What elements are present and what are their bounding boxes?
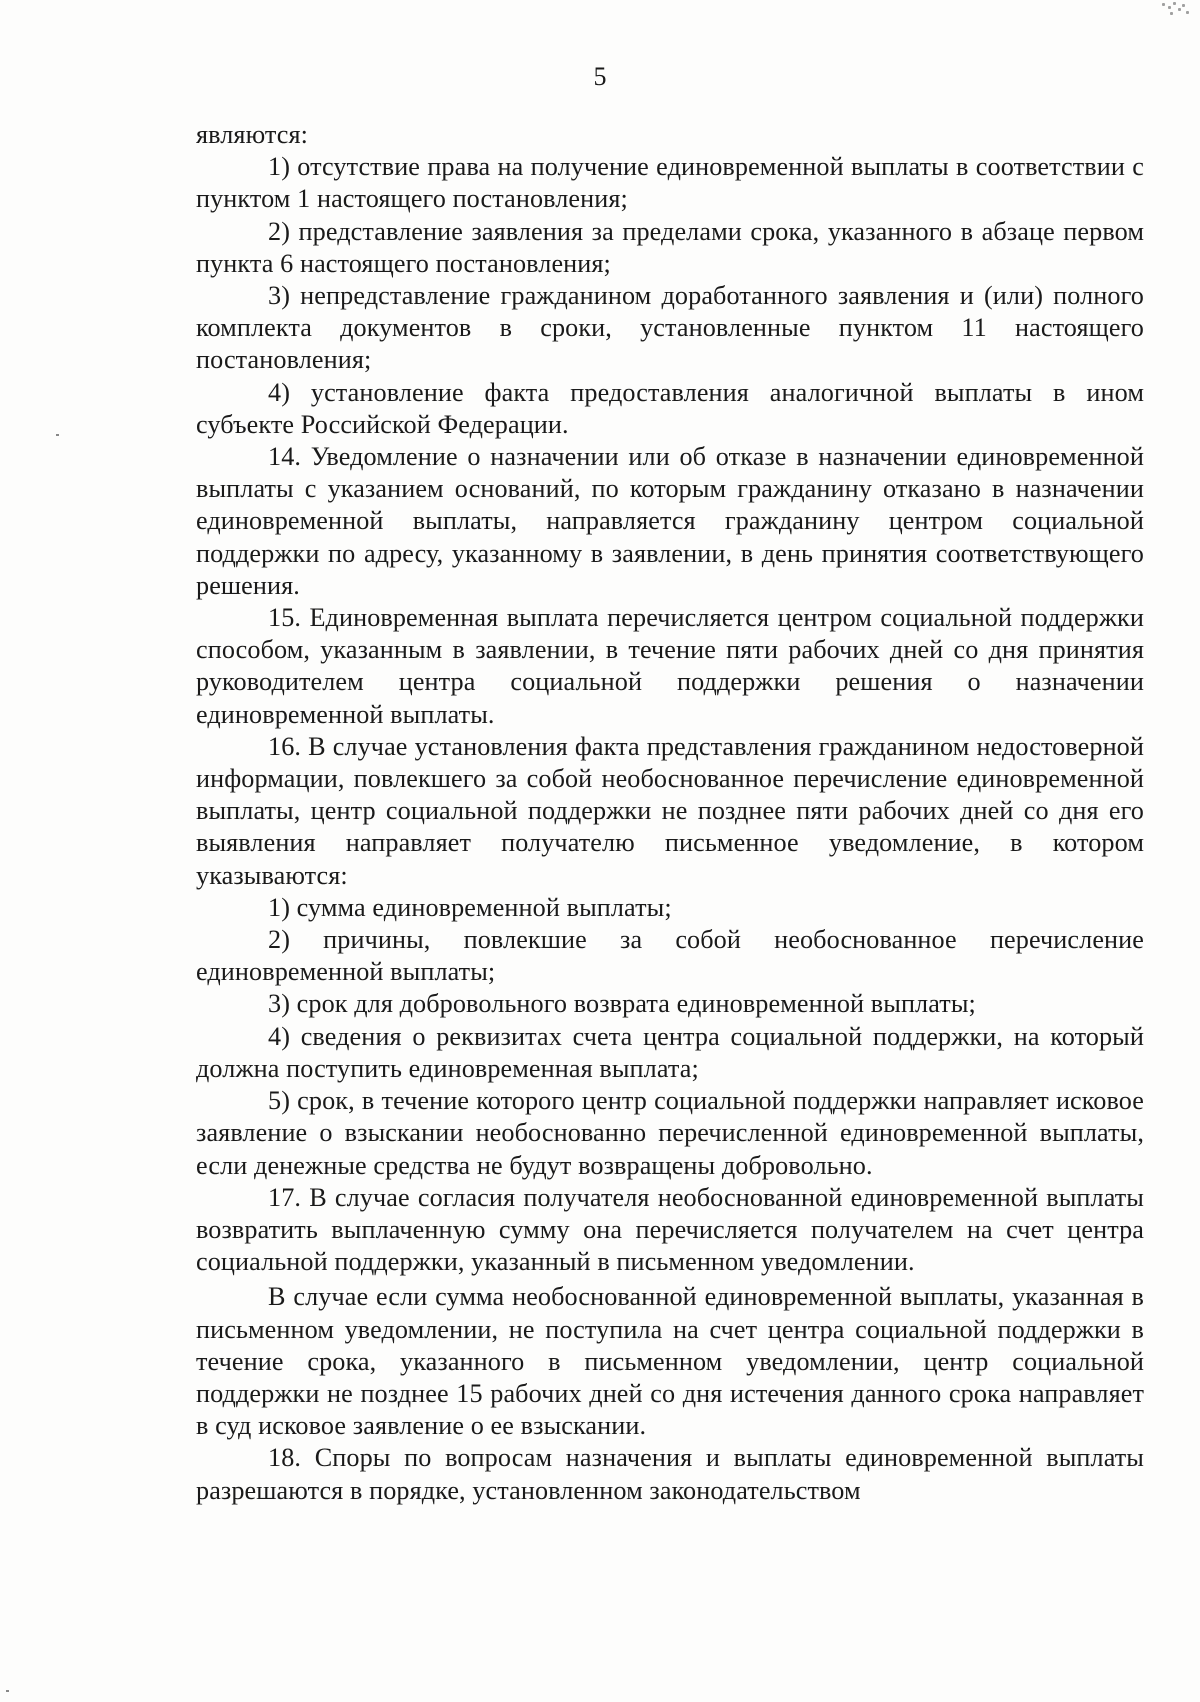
list-item: 3) непредставление гражданином доработанного заявления и (или) полного комплекта документов в сроки, установленные пунктом 11 настоящего постановления; bbox=[196, 281, 1144, 375]
list-item: 3) срок для добровольного возврата единовременной выплаты; bbox=[268, 989, 976, 1019]
scan-speck bbox=[56, 434, 59, 436]
scan-speck bbox=[6, 1690, 9, 1692]
list-item: 4) установление факта предоставления аналогичной выплаты в ином субъекте Российской Федерации. bbox=[196, 377, 1144, 439]
paragraph: В случае если сумма необоснованной единовременной выплаты, указанная в письменном уведомлении, не поступила на счет центра социальной поддержки в течение срока, указанного в письменном уведомлении, центр социальной поддержки не позднее 15 рабочих дней со дня истечения данного срока направляет в суд исковое заявление о ее взыскании. bbox=[196, 1282, 1144, 1441]
section-17-paragraph: 17. В случае согласия получателя необоснованной единовременной выплаты возвратить выплаченную сумму она перечисляется получателем на счет центра социальной поддержки, указанный в письменном уведомлении. bbox=[196, 1182, 1144, 1277]
paragraph: являются: bbox=[196, 120, 309, 149]
page-number: 5 bbox=[593, 62, 607, 91]
list-item: 4) сведения о реквизитах счета центра социальной поддержки, на который должна поступить единовременная выплата; bbox=[196, 1021, 1144, 1083]
list-item: 5) срок, в течение которого центр социальной поддержки направляет исковое заявление о взыскании необоснованно перечисленной единовременной выплаты, если денежные средства не будут возвращены добровольно. bbox=[196, 1086, 1144, 1180]
list-item: 1) отсутствие права на получение единовременной выплаты в соответствии с пунктом 1 настоящего постановления; bbox=[196, 152, 1144, 214]
list-item: 2) представление заявления за пределами срока, указанного в абзаце первом пункта 6 настоящего постановления; bbox=[196, 216, 1144, 278]
document-body bbox=[196, 119, 1144, 1507]
list-item: 1) сумма единовременной выплаты; bbox=[268, 892, 672, 922]
section-18-paragraph: 18. Споры по вопросам назначения и выплаты единовременной выплаты разрешаются в порядке, установленном законодательством bbox=[196, 1443, 1144, 1505]
list-item: 2) причины, повлекшие за собой необоснованное перечисление единовременной выплаты; bbox=[196, 925, 1144, 987]
section-14-paragraph: 14. Уведомление о назначении или об отказе в назначении единовременной выплаты с указанием оснований, по которым гражданину отказано в назначении единовременной выплаты, направляется гражданину центром социальной поддержки по адресу, указанному в заявлении, в день принятия соответствующего решения. bbox=[196, 442, 1144, 600]
section-15-paragraph: 15. Единовременная выплата перечисляется центром социальной поддержки способом, указанным в заявлении, в течение пяти рабочих дней со дня принятия руководителем центра социальной поддержки решения о назначении единовременной выплаты. bbox=[196, 603, 1144, 729]
section-16-paragraph: 16. В случае установления факта представления гражданином недостоверной информации, повлекшего за собой необоснованное перечисление единовременной выплаты, центр социальной поддержки не позднее пяти рабочих дней со дня его выявления направляет получателю письменное уведомление, в котором указываются: bbox=[196, 731, 1144, 890]
scan-artifact-mark bbox=[1160, 0, 1190, 18]
